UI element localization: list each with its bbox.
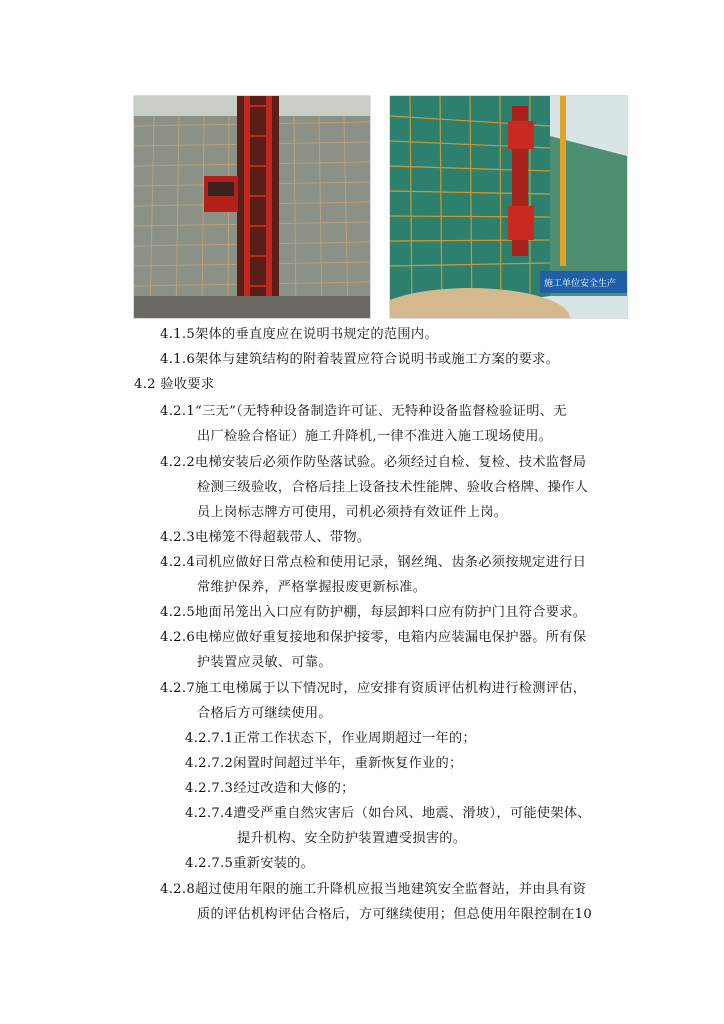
hoist-photo-illustration-right [390, 96, 627, 318]
text-line: 4.2.7.5重新安装的。 [185, 856, 315, 871]
text-line: 4.2.7施工电梯属于以下情况时，应安排有资质评估机构进行检测评估， [160, 681, 587, 696]
text-line: 出厂检验合格证）施工升降机,一律不准进入施工现场使用。 [197, 429, 553, 444]
text-line: 4.2.8超过使用年限的施工升降机应报当地建筑安全监督站，并由具有资 [160, 882, 587, 897]
text-line: 4.2.6电梯应做好重复接地和保护接零，电箱内应装漏电保护器。所有保 [160, 630, 587, 645]
hoist-photo-illustration-left [134, 96, 370, 318]
text-line: 员上岗标志牌方可使用，司机必须持有效证件上岗。 [197, 505, 508, 520]
safety-sign-text: 施工单位安全生产 [544, 279, 617, 289]
text-line: 4.2.7.2闲置时间超过半年，重新恢复作业的； [185, 756, 463, 771]
text-line: 护装置应灵敏、可靠。 [197, 655, 332, 670]
construction-elevator-photo-2 [389, 95, 628, 319]
section-heading: 4.2 验收要求 [134, 377, 215, 392]
text-line: 4.1.5架体的垂直度应在说明书规定的范围内。 [160, 327, 438, 342]
text-line: 4.2.7.3经过改造和大修的； [185, 781, 355, 796]
text-line: 4.2.4司机应做好日常点检和使用记录，钢丝绳、齿条必须按规定进行日 [160, 555, 587, 570]
text-line: 4.2.1“三无”（无特种设备制造许可证、无特种设备监督检验证明、无 [160, 404, 567, 419]
text-line: 4.2.7.4遭受严重自然灾害后（如台风、地震、滑坡），可能使架体、 [185, 806, 591, 821]
construction-elevator-photo-1 [133, 95, 371, 319]
text-line: 检测三级验收，合格后挂上设备技术性能牌、验收合格牌、操作人 [197, 480, 589, 495]
text-line: 质的评估机构评估合格后，方可继续使用；但总使用年限控制在10 [197, 907, 593, 922]
text-line: 常维护保养，严格掌握报废更新标准。 [197, 580, 427, 595]
text-line: 4.2.3电梯笼不得超载带人、带物。 [160, 530, 371, 545]
text-line: 提升机构、安全防护装置遭受损害的。 [237, 831, 467, 846]
text-line: 4.2.2电梯安装后必须作防坠落试验。必须经过自检、复检、技术监督局 [160, 455, 587, 470]
text-line: 合格后方可继续使用。 [197, 706, 332, 721]
text-line: 4.2.7.1正常工作状态下，作业周期超过一年的； [185, 731, 477, 746]
text-line: 4.1.6架体与建筑结构的附着装置应符合说明书或施工方案的要求。 [160, 352, 560, 367]
text-line: 4.2.5地面吊笼出入口应有防护棚，每层卸料口应有防护门且符合要求。 [160, 605, 587, 620]
